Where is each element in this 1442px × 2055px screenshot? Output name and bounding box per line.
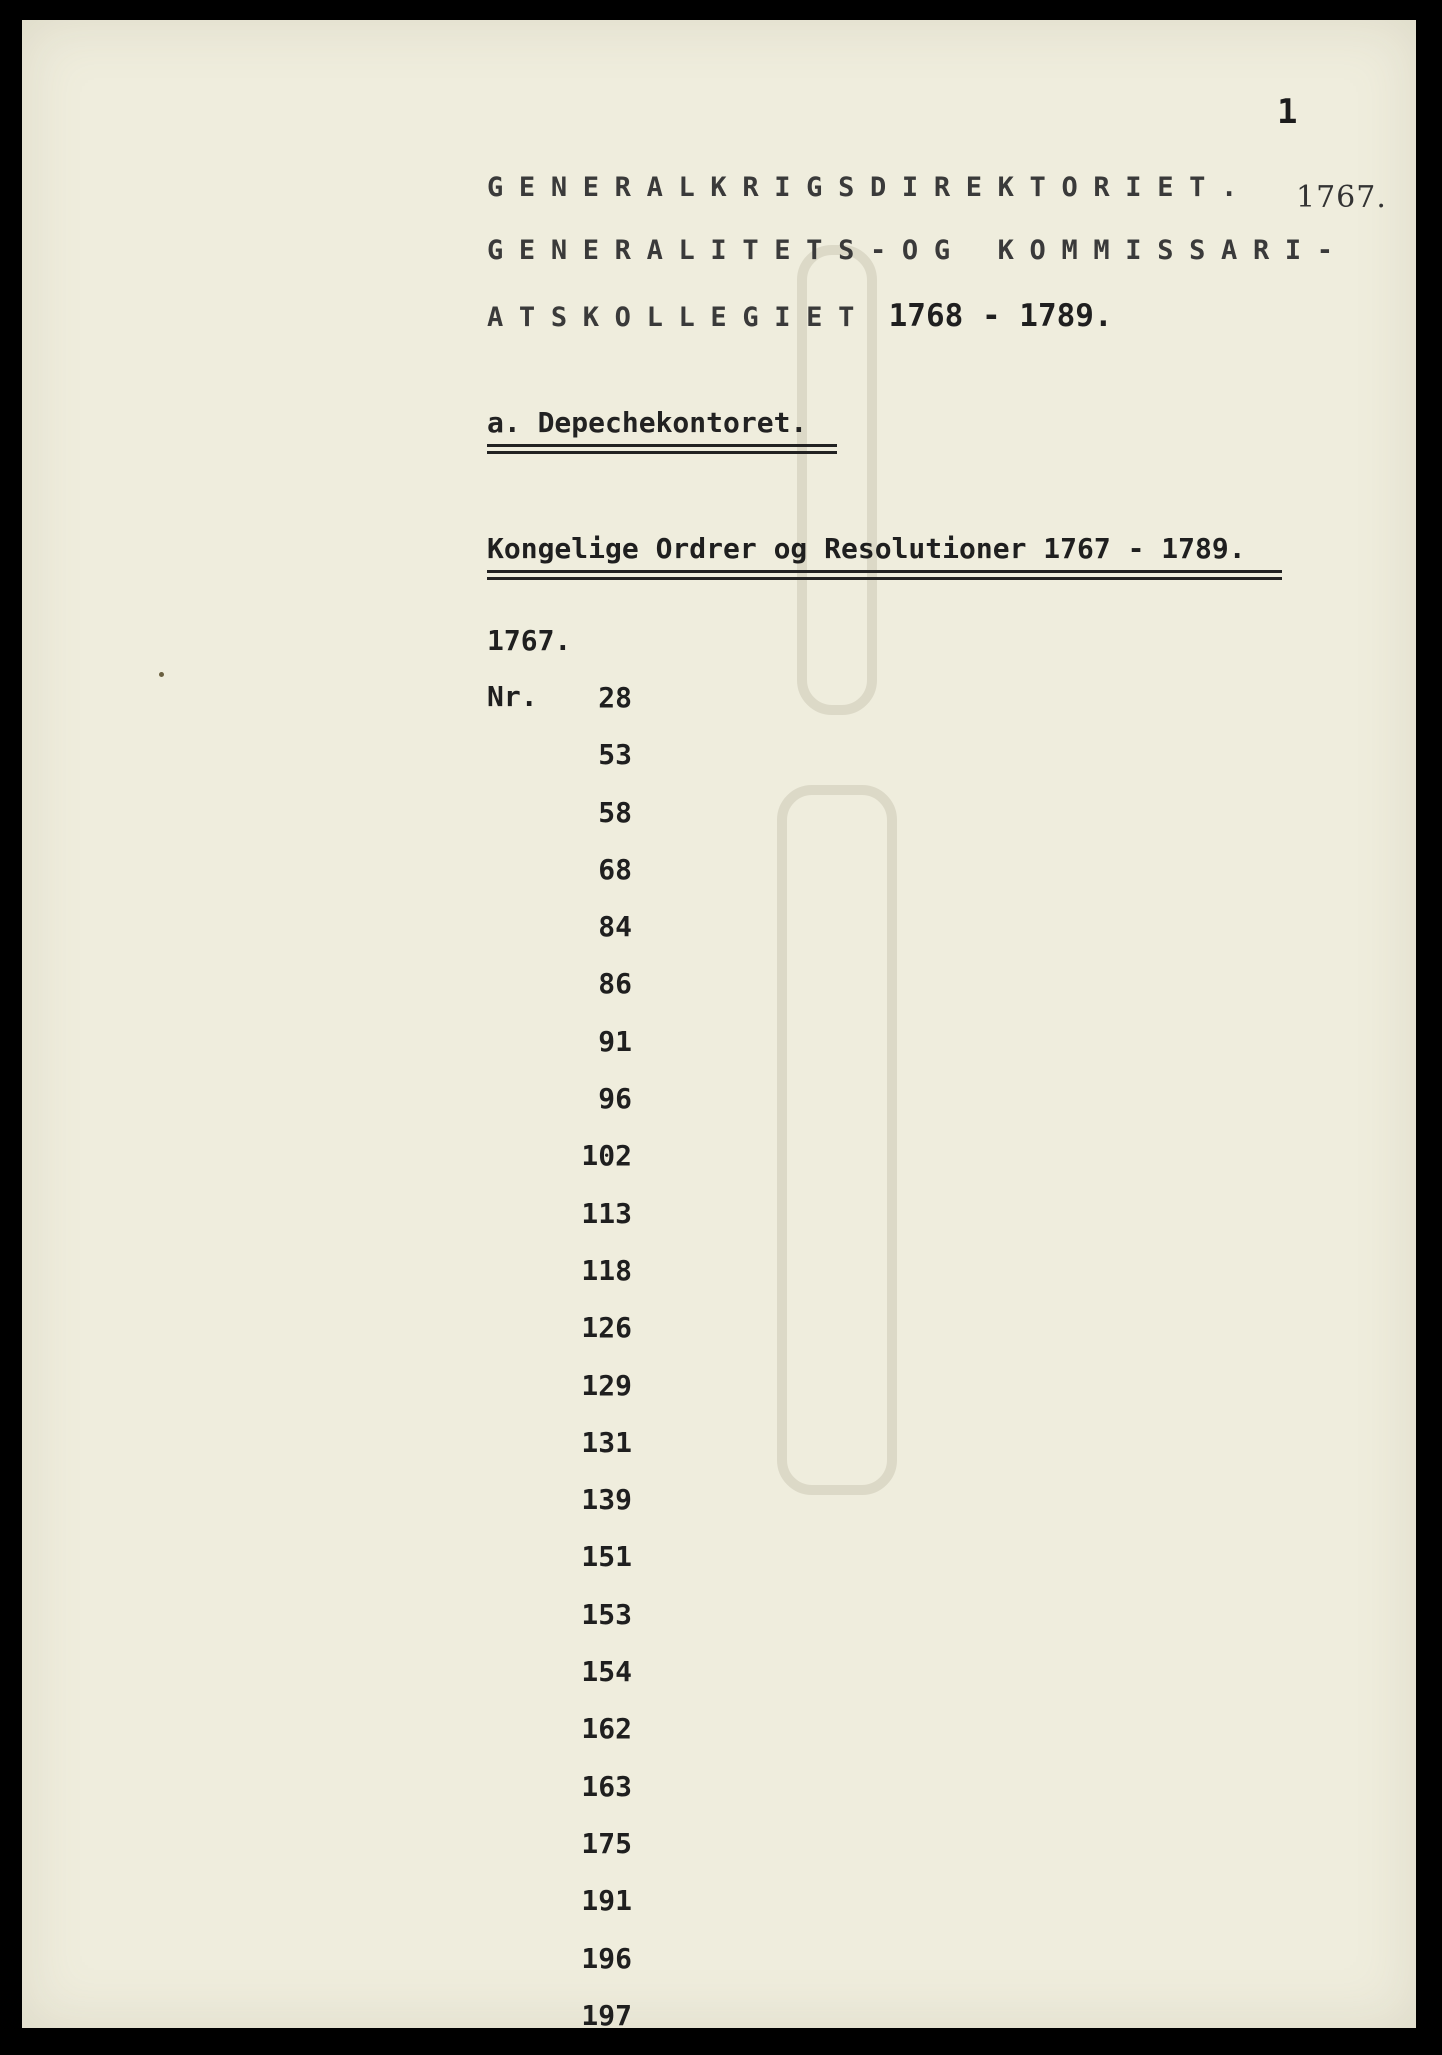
- order-number: 86: [598, 967, 632, 1001]
- order-number: 162: [581, 1712, 632, 1746]
- series-heading: Kongelige Ordrer og Resolutioner 1767 - 1789.: [487, 532, 1246, 565]
- order-number: 68: [598, 852, 632, 886]
- year-label: 1767.: [487, 624, 572, 657]
- title-line-1-text: GENERALKRIGSDIREKTORIET.: [487, 172, 1253, 203]
- order-number: 129: [581, 1368, 632, 1402]
- section-heading-underline-bottom: [487, 451, 837, 454]
- order-number: 58: [598, 795, 632, 829]
- order-number: 126: [581, 1311, 632, 1345]
- order-number: 153: [581, 1597, 632, 1631]
- paper-speck: [159, 672, 164, 677]
- order-number: 96: [598, 1082, 632, 1116]
- title-line-3-years: 1768 - 1789.: [869, 298, 1113, 334]
- paper-watermark: [742, 110, 922, 1670]
- order-number: 151: [581, 1540, 632, 1574]
- title-line-3-text: ATSKOLLEGIET: [487, 302, 870, 333]
- section-heading: a. Depechekontoret.: [487, 406, 808, 439]
- nr-label: Nr.: [487, 680, 538, 713]
- order-number: 196: [581, 1941, 632, 1975]
- order-number: 191: [581, 1884, 632, 1918]
- handwritten-year-note: 1767.: [1296, 180, 1387, 215]
- order-number: 175: [581, 1826, 632, 1860]
- order-number: 28: [598, 681, 632, 714]
- series-heading-underline-top: [487, 570, 1282, 573]
- document-page: [22, 20, 1416, 2032]
- title-line-2-text: GENERALITETS-OG KOMMISSARI-: [487, 235, 1349, 266]
- order-number: 84: [598, 910, 632, 944]
- order-number: 131: [581, 1425, 632, 1459]
- order-number: 113: [581, 1196, 632, 1230]
- order-number: 118: [581, 1253, 632, 1287]
- series-heading-underline-bottom: [487, 577, 1282, 580]
- order-number: 154: [581, 1655, 632, 1689]
- order-number: 163: [581, 1769, 632, 1803]
- order-number: 53: [598, 738, 632, 772]
- order-number: 139: [581, 1483, 632, 1517]
- page-number: 1: [1277, 92, 1298, 132]
- order-number: 91: [598, 1024, 632, 1058]
- title-line-3: [487, 298, 1113, 334]
- title-line-1: [487, 172, 1253, 203]
- order-number: 197: [581, 1998, 632, 2032]
- section-heading-underline-top: [487, 444, 837, 447]
- order-number: 102: [581, 1139, 632, 1173]
- title-line-2: [487, 235, 1349, 266]
- order-number-list: [552, 680, 632, 2055]
